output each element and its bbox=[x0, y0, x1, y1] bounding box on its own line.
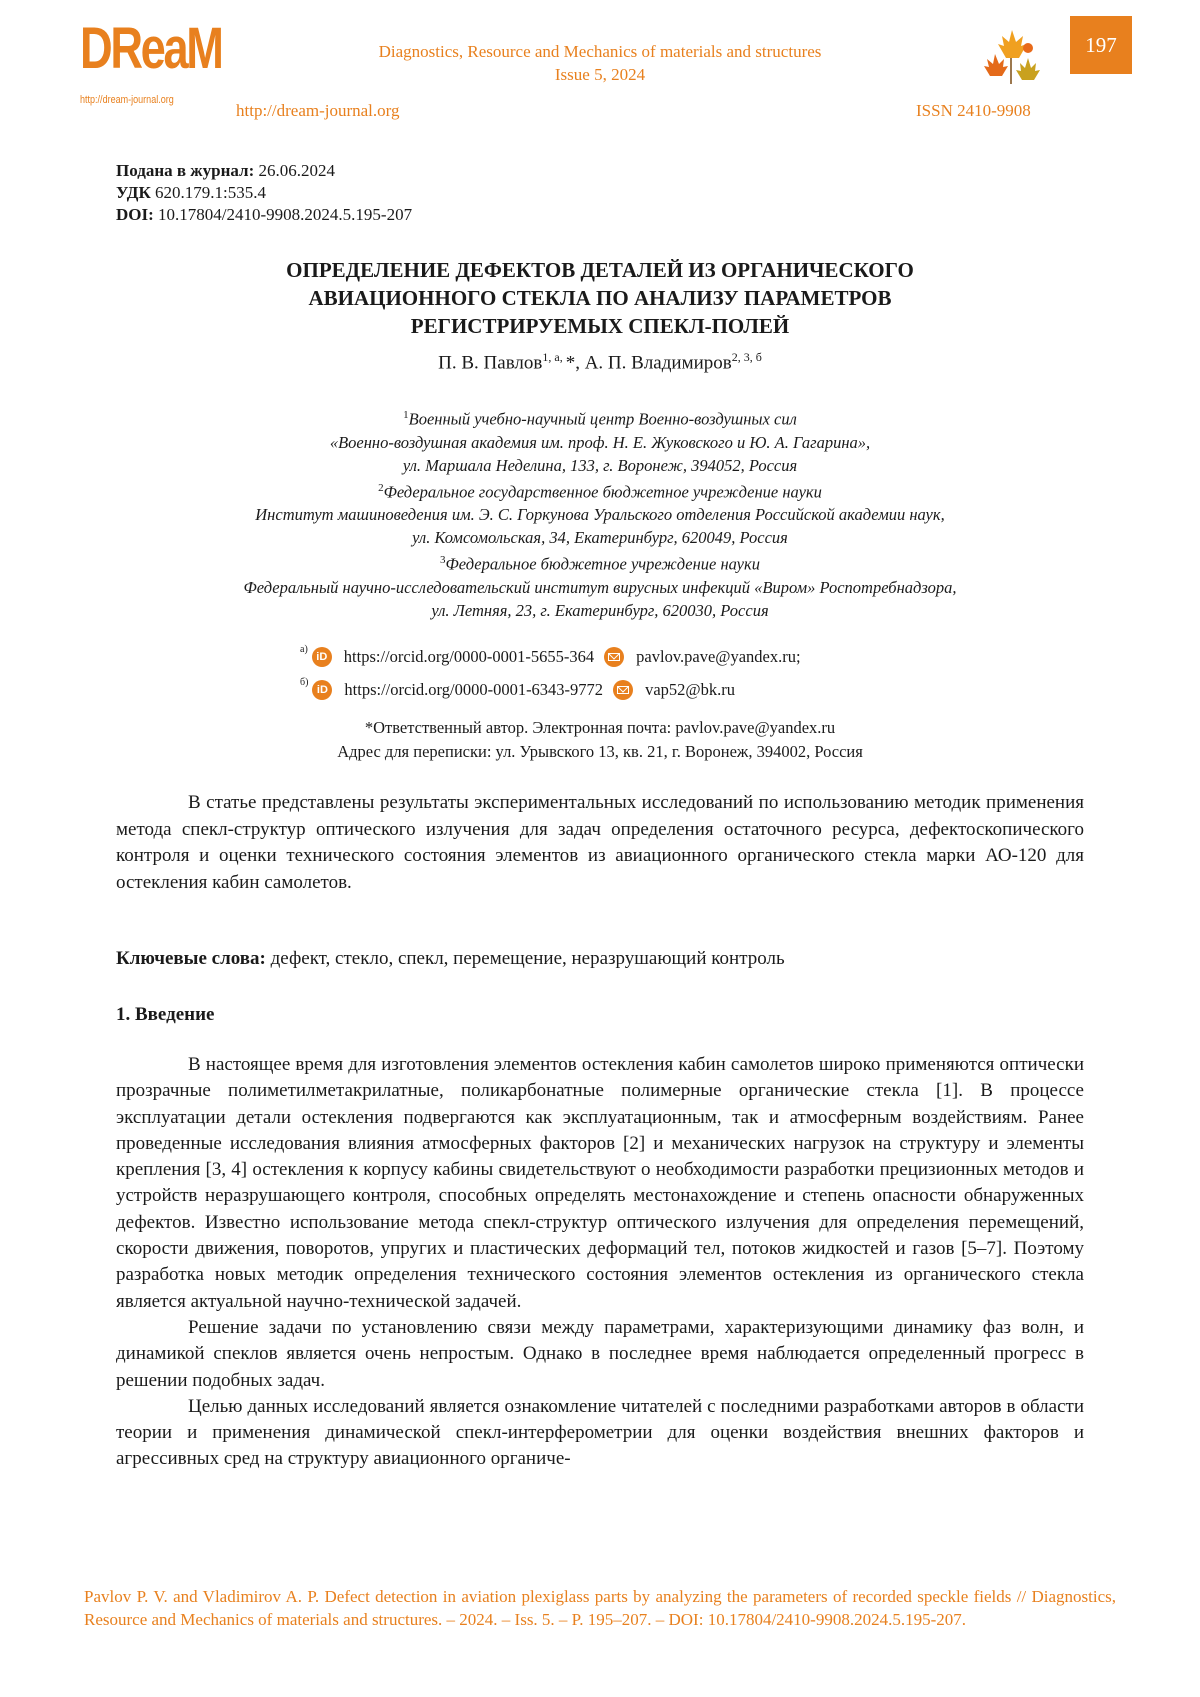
journal-logo bbox=[80, 16, 222, 106]
mailing-address: Адрес для переписки: ул. Урывского 13, кв. 21, г. Воронеж, 394002, Россия bbox=[337, 742, 863, 761]
citation-footer: Pavlov P. V. and Vladimirov A. P. Defect detection in aviation plexiglass parts by analyzing the parameters of recorded speckle fields // Diagnostics, Resource and Mechanics of materials and structures. – 2024. – Iss. 5. – P. 195–207. – DOI: 10.17804/2410-9908.2024.5.195-207. bbox=[84, 1587, 1116, 1629]
affil-3-line-1 bbox=[120, 549, 1080, 576]
journal-name: Diagnostics, Resource and Mechanics of materials and structures bbox=[378, 42, 822, 61]
author-1: П. В. Павлов bbox=[438, 352, 543, 374]
affil-3-line-3: ул. Летняя, 23, г. Екатеринбург, 620030, Россия bbox=[431, 600, 769, 620]
affil-1-line-1 bbox=[120, 404, 1080, 431]
author-contacts bbox=[300, 640, 940, 706]
corresponding-author: *Ответственный автор. Электронная почта: pavlov.pave@yandex.ru bbox=[364, 718, 836, 737]
keywords-label: Ключевые слова: bbox=[116, 948, 266, 969]
author-2: А. П. Владимиров bbox=[584, 352, 732, 374]
orcid-id-icon: iD bbox=[312, 647, 332, 667]
affil-2-line-2: Институт машиноведения им. Э. С. Горкунова Уральского отделения Российской академии наук, bbox=[255, 505, 945, 524]
affil-3-line-2: Федеральный научно-исследовательский институт вирусных инфекций «Виром» Роспотребнадзора, bbox=[243, 577, 957, 597]
maple-leaves-icon bbox=[976, 18, 1046, 88]
affil-2-line-1 bbox=[120, 477, 1080, 504]
contact-row bbox=[300, 673, 940, 706]
journal-header bbox=[300, 40, 900, 86]
page-number: 197 bbox=[1070, 16, 1132, 74]
abstract-text: В статье представлены результаты экспериментальных исследований по использованию методик применения метода спекл-структур оптического излучения для задач определения остаточного ресурса, дефектоскопического контроля и оценки технического состояния элементов из авиационного органического стекла марки АО-120 для остекления кабин самолетов. bbox=[116, 792, 1084, 893]
logo-text: DReaM bbox=[80, 16, 222, 81]
affil-1-name: Военный учебно-научный центр Военно-воздушных сил bbox=[408, 409, 797, 429]
paragraph-2: Решение задачи по установлению связи между параметрами, характеризующими динамику фаз волн, и динамикой спеклов является очень непростым. Однако в последнее время наблюдается определенный прогресс в решении подобных задач. bbox=[116, 1316, 1084, 1391]
contact-row bbox=[300, 640, 940, 673]
contact-tag: а) bbox=[300, 644, 308, 655]
email-link[interactable]: pavlov.pave@yandex.ru; bbox=[636, 647, 801, 666]
udc-value: 620.179.1:535.4 bbox=[155, 183, 267, 202]
submitted-date: 26.06.2024 bbox=[258, 161, 335, 180]
submitted-line bbox=[116, 160, 412, 182]
doi-value: 10.17804/2410-9908.2024.5.195-207 bbox=[158, 205, 413, 224]
affiliations bbox=[120, 404, 1080, 622]
orcid-link[interactable]: https://orcid.org/0000-0001-5655-364 bbox=[343, 647, 595, 666]
author-1-star: *, bbox=[565, 352, 585, 374]
orcid-id-icon: iD bbox=[312, 680, 332, 700]
section-heading: 1. Введение bbox=[116, 1004, 215, 1025]
affil-1-line-2: «Военно-воздушная академия им. проф. Н. Е. Жуковского и Ю. А. Гагарина», bbox=[329, 432, 871, 452]
contact-tag: б) bbox=[300, 677, 309, 688]
affil-2-name: Федеральное государственное бюджетное учреждение науки bbox=[383, 482, 822, 501]
article-title bbox=[150, 256, 1050, 340]
title-line-3: РЕГИСТРИРУЕМЫХ СПЕКЛ-ПОЛЕЙ bbox=[410, 314, 790, 338]
journal-url-link[interactable]: http://dream-journal.org bbox=[236, 101, 400, 120]
submitted-label: Подана в журнал: bbox=[116, 161, 255, 180]
affil-3-name: Федеральное бюджетное учреждение науки bbox=[445, 554, 760, 574]
email-link[interactable]: vap52@bk.ru bbox=[645, 680, 735, 699]
title-line-2: АВИАЦИОННОГО СТЕКЛА ПО АНАЛИЗУ ПАРАМЕТРОВ bbox=[308, 286, 892, 310]
paragraph-3: Целью данных исследований является ознакомление читателей с последними разработками авторов в области теории и применения динамической спекл-интерферометрии для оценки воздействия внешних факторов и агрессивных сред на структуру авиационного органиче- bbox=[116, 1395, 1084, 1470]
journal-issue: Issue 5, 2024 bbox=[554, 65, 646, 84]
correspondence bbox=[150, 716, 1050, 764]
affil-3-num: 3 bbox=[440, 554, 446, 566]
doi-line bbox=[116, 204, 412, 226]
logo-url: http://dream-journal.org bbox=[80, 94, 174, 106]
body-text bbox=[116, 1052, 1084, 1473]
keywords bbox=[116, 948, 1084, 970]
udc-line bbox=[116, 182, 412, 204]
authors bbox=[150, 350, 1050, 374]
paragraph-1: В настоящее время для изготовления элементов остекления кабин самолетов широко применяются оптически прозрачные полиметилметакрилатные, поликарбонатные полимерные органические стекла [1]. В процессе эксплуатации детали остекления подвергаются как эксплуатационным, так и атмосферным воздействиям. Ранее проведенные исследования влияния атмосферных факторов [2] и механических нагрузок на структуру и элементы крепления [3, 4] остекления к корпусу кабины свидетельствуют о необходимости разработки прецизионных методов и устройств неразрушающего контроля, способных определять местонахождение и степень опасности обнаруженных дефектов. Известно использование метода спекл-структур оптического излучения для определения перемещений, скорости движения, поворотов, упругих и пластических деформаций тел, потоков жидкостей и газов [5–7]. Поэтому разработка новых методик определения технического состояния элементов остекления из органического стекла является актуальной научно-технической задачей. bbox=[116, 1054, 1084, 1312]
affil-1-num: 1 bbox=[403, 409, 409, 421]
affil-2-num: 2 bbox=[378, 481, 384, 494]
keywords-value: дефект, стекло, спекл, перемещение, неразрушающий контроль bbox=[270, 948, 785, 969]
issn: ISSN 2410-9908 bbox=[916, 101, 1031, 120]
affil-1-line-3: ул. Маршала Неделина, 133, г. Воронеж, 394052, Россия bbox=[402, 455, 798, 475]
orcid-link[interactable]: https://orcid.org/0000-0001-6343-9772 bbox=[344, 680, 604, 699]
doi-label: DOI: bbox=[116, 205, 154, 224]
envelope-icon bbox=[613, 680, 633, 700]
author-1-affil: 1, а, bbox=[542, 350, 566, 364]
author-2-affil: 2, 3, б bbox=[731, 350, 762, 364]
affil-2-line-3: ул. Комсомольская, 34, Екатеринбург, 620049, Россия bbox=[412, 528, 788, 547]
abstract bbox=[116, 790, 1084, 896]
title-line-1: ОПРЕДЕЛЕНИЕ ДЕФЕКТОВ ДЕТАЛЕЙ ИЗ ОРГАНИЧЕСКОГО bbox=[286, 258, 914, 282]
envelope-icon bbox=[604, 647, 624, 667]
udc-label: УДК bbox=[116, 183, 151, 202]
article-meta bbox=[116, 160, 412, 226]
